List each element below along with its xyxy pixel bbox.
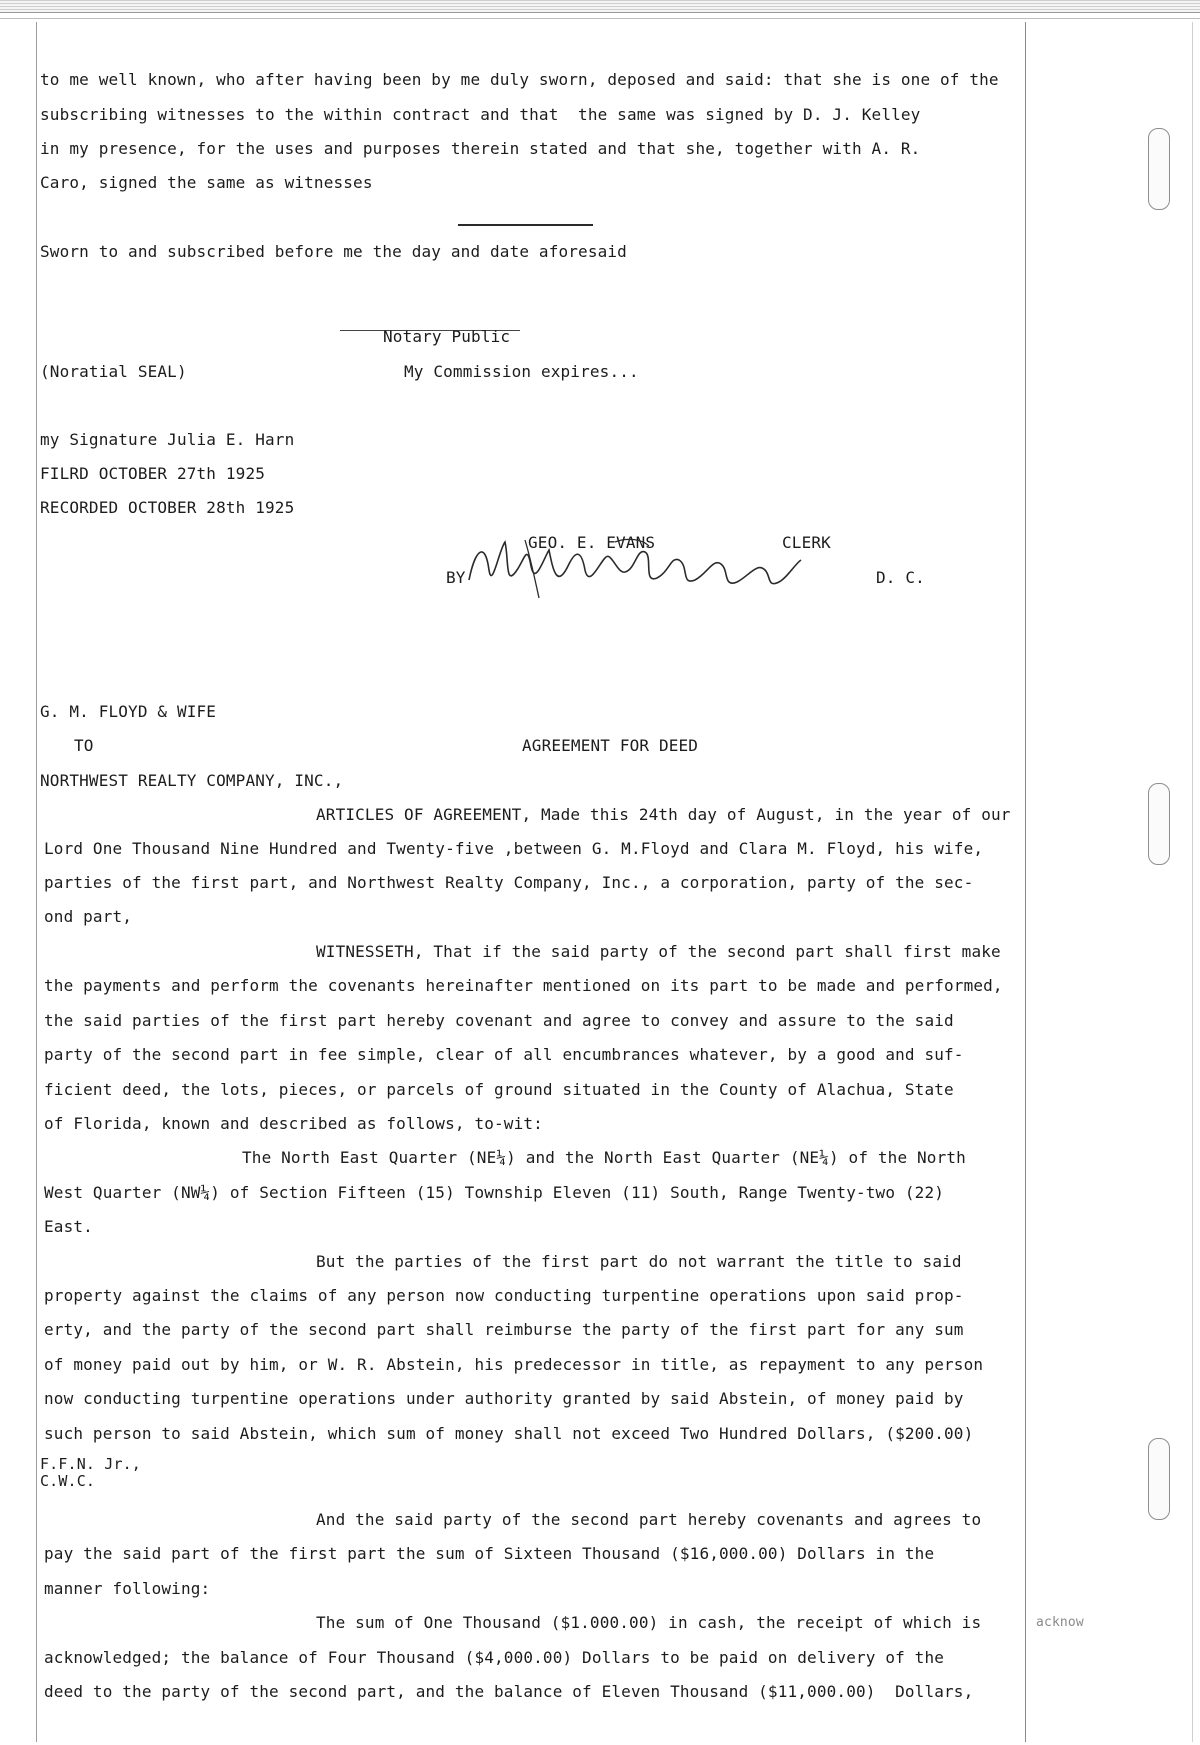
notarial-seal-label: (Noratial SEAL): [40, 362, 187, 381]
property-line-2: West Quarter (NW¼) of Section Fifteen (15) Township Eleven (11) South, Range Twenty-two (22): [44, 1183, 945, 1202]
agreement-line-4: ond part,: [44, 907, 133, 926]
clerk-name: GEO. E. EVANS: [528, 533, 656, 552]
right-edge-line: [1192, 22, 1193, 1742]
document-title: AGREEMENT FOR DEED: [522, 736, 699, 755]
by-label: BY: [446, 568, 466, 587]
payment-line-6: deed to the party of the second part, and the balance of Eleven Thousand ($11,000.00) Dollars,: [44, 1682, 974, 1701]
grantor-name: G. M. FLOYD & WIFE: [40, 702, 217, 721]
payment-line-2: pay the said part of the first part the sum of Sixteen Thousand ($16,000.00) Dollars in the: [44, 1544, 935, 1563]
separator-rule: [458, 224, 593, 226]
affidavit-line-3: in my presence, for the uses and purposes therein stated and that she, together with A. R.: [40, 139, 921, 158]
agreement-line-1: ARTICLES OF AGREEMENT, Made this 24th day of August, in the year of our: [316, 805, 1011, 824]
top-rule: [0, 18, 1200, 19]
warranty-line-2: property against the claims of any person now conducting turpentine operations upon said prop-: [44, 1286, 964, 1305]
clerk-title: CLERK: [782, 533, 831, 552]
signature-line: my Signature Julia E. Harn: [40, 430, 295, 449]
recorded-date: RECORDED OCTOBER 28th 1925: [40, 498, 295, 517]
warranty-line-1: But the parties of the first part do not warrant the title to said: [316, 1252, 962, 1271]
warranty-line-3: erty, and the party of the second part shall reimburse the party of the first part for any sum: [44, 1320, 964, 1339]
agreement-line-2: Lord One Thousand Nine Hundred and Twenty-five ,between G. M.Floyd and Clara M. Floyd, his wife,: [44, 839, 984, 858]
affidavit-line-2: subscribing witnesses to the within contract and that the same was signed by D. J. Kelley: [40, 105, 921, 124]
initials-1: F.F.N. Jr.,: [40, 1455, 141, 1473]
left-margin-line: [36, 22, 37, 1742]
binder-hole-middle: [1148, 783, 1170, 865]
payment-line-4: The sum of One Thousand ($1.000.00) in cash, the receipt of which is: [316, 1613, 982, 1632]
margin-note: acknow: [1036, 1615, 1084, 1630]
deputy-clerk-label: D. C.: [876, 568, 925, 587]
affidavit-line-4: Caro, signed the same as witnesses: [40, 173, 373, 192]
payment-line-1: And the said party of the second part hereby covenants and agrees to: [316, 1510, 982, 1529]
agreement-line-6: the payments and perform the covenants hereinafter mentioned on its part to be made and performed,: [44, 976, 1003, 995]
warranty-line-6: such person to said Abstein, which sum of money shall not exceed Two Hundred Dollars, ($200.00): [44, 1424, 974, 1443]
agreement-line-8: party of the second part in fee simple, clear of all encumbrances whatever, by a good and suf-: [44, 1045, 964, 1064]
right-margin-line: [1025, 22, 1026, 1742]
to-label: TO: [74, 736, 94, 755]
payment-line-3: manner following:: [44, 1579, 211, 1598]
agreement-line-10: of Florida, known and described as follows, to-wit:: [44, 1114, 543, 1133]
binder-hole-top: [1148, 128, 1170, 210]
warranty-line-5: now conducting turpentine operations under authority granted by said Abstein, of money paid by: [44, 1389, 964, 1408]
commission-expires-label: My Commission expires...: [404, 362, 639, 381]
binder-hole-bottom: [1148, 1438, 1170, 1520]
agreement-line-7: the said parties of the first part hereby covenant and agree to convey and assure to the said: [44, 1011, 954, 1030]
agreement-line-9: ficient deed, the lots, pieces, or parcels of ground situated in the County of Alachua, State: [44, 1080, 954, 1099]
grantee-name: NORTHWEST REALTY COMPANY, INC.,: [40, 771, 344, 790]
warranty-line-4: of money paid out by him, or W. R. Abstein, his predecessor in title, as repayment to any person: [44, 1355, 984, 1374]
property-line-3: East.: [44, 1217, 93, 1236]
initials-2: C.W.C.: [40, 1472, 96, 1490]
filed-date: FILRD OCTOBER 27th 1925: [40, 464, 266, 483]
property-line-1: The North East Quarter (NE¼) and the North East Quarter (NE¼) of the North: [242, 1148, 966, 1167]
notary-public-label: Notary Public: [383, 327, 511, 346]
payment-line-5: acknowledged; the balance of Four Thousand ($4,000.00) Dollars to be paid on delivery of the: [44, 1648, 945, 1667]
affidavit-line-1: to me well known, who after having been by me duly sworn, deposed and said: that she is one of the: [40, 70, 999, 89]
agreement-line-3: parties of the first part, and Northwest Realty Company, Inc., a corporation, party of the sec-: [44, 873, 974, 892]
top-edge-band: [0, 0, 1200, 13]
sworn-line: Sworn to and subscribed before me the day and date aforesaid: [40, 242, 627, 261]
handwritten-signature: [465, 530, 805, 605]
agreement-line-5: WITNESSETH, That if the said party of the second part shall first make: [316, 942, 1001, 961]
